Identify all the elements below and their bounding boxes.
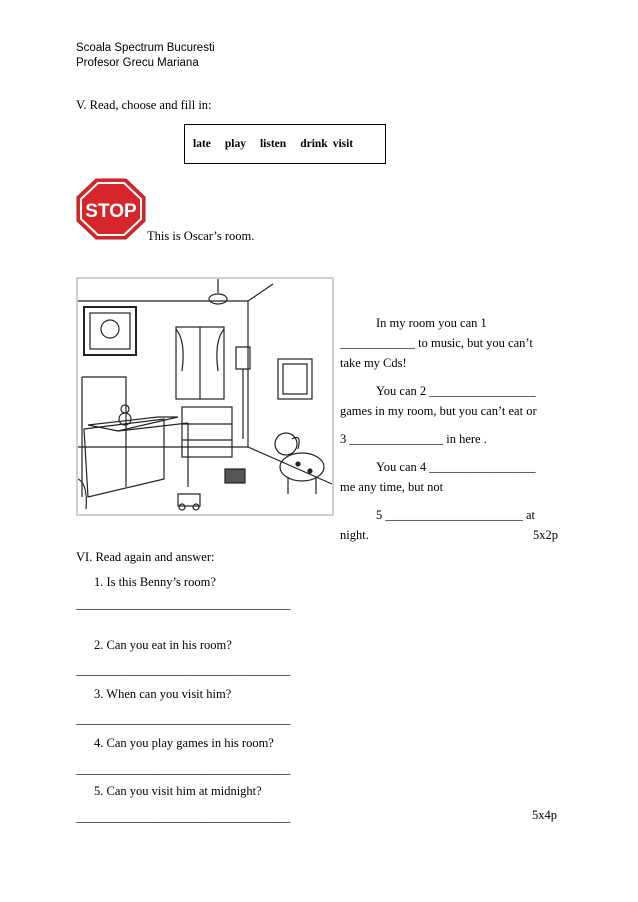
answer-line-2: ____________________________________	[76, 663, 291, 677]
word-drink: drink	[300, 138, 328, 150]
question-1: 1. Is this Benny’s room?	[94, 575, 216, 589]
fill-line-5: games in my room, but you can’t eat or	[340, 404, 537, 418]
fill-line-8: me any time, but not	[340, 480, 444, 494]
room-illustration	[76, 277, 334, 516]
question-2: 2. Can you eat in his room?	[94, 638, 232, 652]
teacher-name: Profesor Grecu Mariana	[76, 57, 199, 69]
school-name: Scoala Spectrum Bucuresti	[76, 42, 215, 54]
answer-line-1: ____________________________________	[76, 597, 291, 611]
word-play: play	[224, 138, 246, 150]
section-5-title: V. Read, choose and fill in:	[76, 98, 212, 112]
word-visit: visit	[332, 138, 354, 150]
answer-line-5: ____________________________________	[76, 810, 291, 824]
fill-line-7: You can 4 _________________	[376, 460, 536, 474]
word-listen: listen	[259, 138, 287, 150]
fill-line-10-text: night.	[340, 528, 369, 542]
answer-line-4: ____________________________________	[76, 762, 291, 776]
question-5: 5. Can you visit him at midnight?	[94, 784, 262, 798]
section-6-points: 5x4p	[532, 808, 557, 822]
room-caption: This is Oscar’s room.	[147, 229, 255, 243]
stop-sign-text: STOP	[85, 201, 137, 222]
fill-line-9: 5 ______________________ at	[376, 508, 536, 522]
header	[76, 41, 215, 71]
fill-line-1: In my room you can 1	[376, 316, 487, 330]
section-5-points: 5x2p	[533, 528, 558, 542]
fill-line-3: take my Cds!	[340, 356, 407, 370]
stop-sign-icon	[76, 178, 146, 240]
section-6-title: VI. Read again and answer:	[76, 550, 215, 564]
question-4: 4. Can you play games in his room?	[94, 736, 274, 750]
fill-in-text	[340, 313, 558, 545]
fill-line-10	[340, 525, 558, 545]
word-bank	[184, 124, 386, 164]
fill-line-6: 3 _______________ in here .	[340, 432, 487, 446]
question-3: 3. When can you visit him?	[94, 687, 232, 701]
fill-line-2: ____________ to music, but you can’t	[340, 336, 533, 350]
word-late: late	[193, 138, 211, 150]
answer-line-3: ____________________________________	[76, 712, 291, 726]
fill-line-4: You can 2 _________________	[376, 384, 536, 398]
